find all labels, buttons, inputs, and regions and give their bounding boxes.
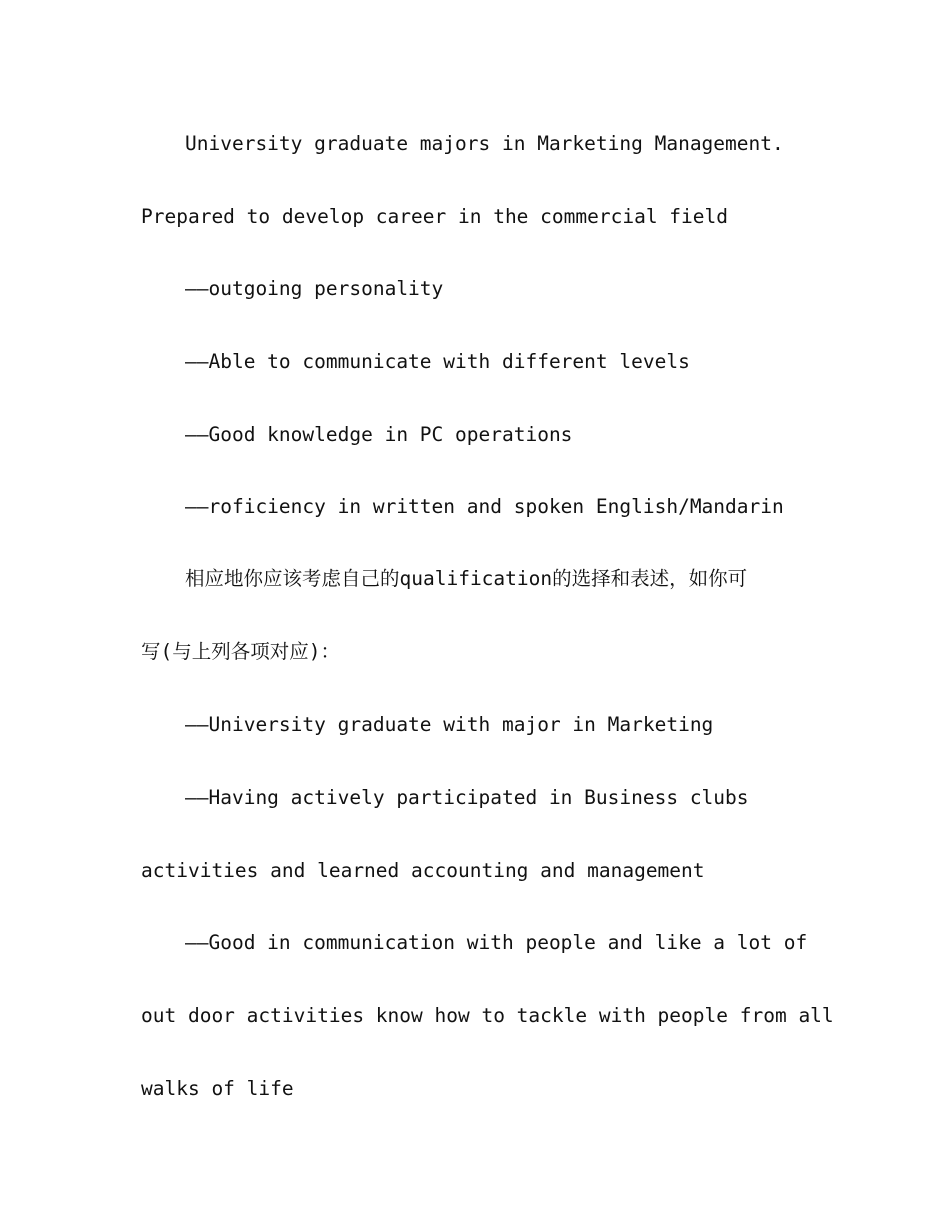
chinese-note-line-2: 写(与上列各项对应)： bbox=[141, 640, 340, 663]
qualification-item-continuation: out door activities know how to tackle with people from all bbox=[141, 1004, 834, 1027]
paragraph-intro-line-1: University graduate majors in Marketing Management. bbox=[185, 132, 784, 155]
qualification-item-continuation: walks of life bbox=[141, 1077, 294, 1100]
qualification-item-continuation: activities and learned accounting and management bbox=[141, 859, 705, 882]
chinese-note-line-1: 相应地你应该考虑自己的qualification的选择和表述，如你可 bbox=[185, 567, 748, 590]
qualification-item: ——Good in communication with people and like a lot of bbox=[185, 931, 808, 954]
qualification-item: ——Having actively participated in Business clubs bbox=[185, 786, 749, 809]
requirement-item: ——Good knowledge in PC operations bbox=[185, 423, 573, 446]
requirement-item: ——Able to communicate with different levels bbox=[185, 350, 690, 373]
requirement-item: ——roficiency in written and spoken English/Mandarin bbox=[185, 495, 784, 518]
qualification-item: ——University graduate with major in Marketing bbox=[185, 713, 714, 736]
paragraph-intro-line-2: Prepared to develop career in the commercial field bbox=[141, 205, 728, 228]
requirement-item: ——outgoing personality bbox=[185, 277, 444, 300]
